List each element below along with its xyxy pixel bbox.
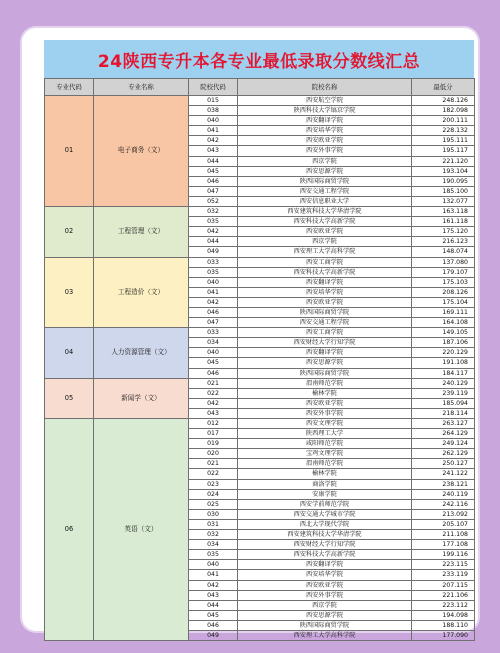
school-code-cell: 040: [189, 277, 238, 287]
school-name-cell: 西安培华学院: [238, 126, 412, 136]
school-code-cell: 031: [189, 519, 238, 529]
school-name-cell: 西安建筑科技大学华清学院: [238, 207, 412, 217]
min-score-cell: 148.074: [412, 247, 475, 257]
school-code-cell: 034: [189, 338, 238, 348]
school-name-cell: 陕西国际商贸学院: [238, 176, 412, 186]
school-code-cell: 046: [189, 620, 238, 630]
min-score-cell: 213.092: [412, 509, 475, 519]
min-score-cell: 238.121: [412, 479, 475, 489]
min-score-cell: 263.127: [412, 419, 475, 429]
min-score-cell: 248.126: [412, 96, 475, 106]
min-score-cell: 163.118: [412, 207, 475, 217]
min-score-cell: 194.098: [412, 610, 475, 620]
min-score-cell: 188.110: [412, 620, 475, 630]
school-code-cell: 041: [189, 287, 238, 297]
school-name-cell: 西安欧亚学院: [238, 297, 412, 307]
school-name-cell: 西安翻译学院: [238, 560, 412, 570]
header-major-code: 专业代码: [45, 79, 94, 96]
min-score-cell: 262.129: [412, 449, 475, 459]
school-code-cell: 043: [189, 408, 238, 418]
min-score-cell: 207.115: [412, 580, 475, 590]
min-score-cell: 175.103: [412, 277, 475, 287]
school-code-cell: 044: [189, 156, 238, 166]
min-score-cell: 137.080: [412, 257, 475, 267]
table-row: [45, 419, 475, 429]
min-score-cell: 241.122: [412, 469, 475, 479]
min-score-cell: 200.111: [412, 116, 475, 126]
school-name-cell: 西安外事学院: [238, 590, 412, 600]
school-code-cell: 022: [189, 469, 238, 479]
school-name-cell: 西安外事学院: [238, 146, 412, 156]
min-score-cell: 239.119: [412, 388, 475, 398]
min-score-cell: 161.118: [412, 217, 475, 227]
school-code-cell: 040: [189, 116, 238, 126]
school-code-cell: 021: [189, 459, 238, 469]
school-name-cell: 西安理工大学高科学院: [238, 630, 412, 640]
min-score-cell: 175.120: [412, 227, 475, 237]
school-code-cell: 024: [189, 489, 238, 499]
school-code-cell: 035: [189, 550, 238, 560]
school-code-cell: 021: [189, 378, 238, 388]
major-code-cell: 04: [45, 328, 94, 378]
school-code-cell: 033: [189, 328, 238, 338]
school-code-cell: 042: [189, 580, 238, 590]
school-code-cell: 052: [189, 196, 238, 206]
min-score-cell: 187.106: [412, 338, 475, 348]
school-code-cell: 041: [189, 126, 238, 136]
school-code-cell: 030: [189, 509, 238, 519]
school-code-cell: 023: [189, 479, 238, 489]
school-code-cell: 045: [189, 358, 238, 368]
school-name-cell: 西安科技大学高新学院: [238, 267, 412, 277]
table-header-row: [45, 79, 475, 96]
table-row: [45, 96, 475, 106]
school-code-cell: 049: [189, 630, 238, 640]
school-name-cell: 西北大学现代学院: [238, 519, 412, 529]
school-name-cell: 西安思源学院: [238, 358, 412, 368]
major-name-cell: 工程造价（文）: [94, 257, 189, 328]
min-score-cell: 223.112: [412, 600, 475, 610]
table-body: [45, 96, 475, 641]
header-min-score: 最低分: [412, 79, 475, 96]
school-name-cell: 西安培华学院: [238, 287, 412, 297]
school-name-cell: 西安信息职业大学: [238, 196, 412, 206]
min-score-cell: 199.116: [412, 550, 475, 560]
school-name-cell: 西安航空学院: [238, 96, 412, 106]
min-score-cell: 240.119: [412, 489, 475, 499]
min-score-cell: 193.104: [412, 166, 475, 176]
min-score-cell: 164.108: [412, 318, 475, 328]
school-name-cell: 渭南师范学院: [238, 459, 412, 469]
school-code-cell: 019: [189, 439, 238, 449]
school-name-cell: 西京学院: [238, 237, 412, 247]
min-score-cell: 218.114: [412, 408, 475, 418]
major-name-cell: 电子商务（文）: [94, 96, 189, 207]
school-code-cell: 044: [189, 600, 238, 610]
school-code-cell: 022: [189, 388, 238, 398]
school-code-cell: 049: [189, 247, 238, 257]
min-score-cell: 221.106: [412, 590, 475, 600]
min-score-cell: 228.132: [412, 126, 475, 136]
school-name-cell: 西安财经大学行知学院: [238, 540, 412, 550]
min-score-cell: 175.104: [412, 297, 475, 307]
major-code-cell: 03: [45, 257, 94, 328]
table-row: [45, 378, 475, 388]
min-score-cell: 216.123: [412, 237, 475, 247]
min-score-cell: 220.129: [412, 348, 475, 358]
school-code-cell: 043: [189, 590, 238, 600]
school-code-cell: 032: [189, 530, 238, 540]
school-code-cell: 038: [189, 106, 238, 116]
min-score-cell: 205.107: [412, 519, 475, 529]
school-name-cell: 西安建筑科技大学华清学院: [238, 530, 412, 540]
min-score-cell: 195.111: [412, 136, 475, 146]
school-code-cell: 033: [189, 257, 238, 267]
min-score-cell: 184.117: [412, 368, 475, 378]
school-name-cell: 西安财经大学行知学院: [238, 338, 412, 348]
school-name-cell: 西安欧亚学院: [238, 398, 412, 408]
min-score-cell: 182.098: [412, 106, 475, 116]
school-code-cell: 042: [189, 227, 238, 237]
min-score-cell: 191.108: [412, 358, 475, 368]
school-code-cell: 012: [189, 419, 238, 429]
major-code-cell: 06: [45, 419, 94, 641]
school-name-cell: 咸阳师范学院: [238, 439, 412, 449]
school-name-cell: 西安科技大学高新学院: [238, 217, 412, 227]
school-name-cell: 榆林学院: [238, 469, 412, 479]
school-name-cell: 西安培华学院: [238, 570, 412, 580]
major-name-cell: 新闻学（文）: [94, 378, 189, 418]
school-name-cell: 西安翻译学院: [238, 116, 412, 126]
major-code-cell: 02: [45, 207, 94, 257]
school-code-cell: 043: [189, 146, 238, 156]
school-code-cell: 047: [189, 186, 238, 196]
school-name-cell: 陕西理工大学: [238, 429, 412, 439]
school-code-cell: 020: [189, 449, 238, 459]
min-score-cell: 208.126: [412, 287, 475, 297]
school-name-cell: 西安交通大学城市学院: [238, 509, 412, 519]
school-name-cell: 西安思源学院: [238, 166, 412, 176]
min-score-cell: 177.108: [412, 540, 475, 550]
min-score-cell: 249.124: [412, 439, 475, 449]
school-name-cell: 西安工商学院: [238, 257, 412, 267]
school-name-cell: 宝鸡文理学院: [238, 449, 412, 459]
school-name-cell: 西安欧亚学院: [238, 136, 412, 146]
min-score-cell: 242.116: [412, 499, 475, 509]
school-name-cell: 安康学院: [238, 489, 412, 499]
min-score-cell: 132.077: [412, 196, 475, 206]
school-name-cell: 西京学院: [238, 156, 412, 166]
major-name-cell: 工程管理（文）: [94, 207, 189, 257]
school-name-cell: 西安思源学院: [238, 610, 412, 620]
school-name-cell: 陕西国际商贸学院: [238, 620, 412, 630]
score-table: [44, 78, 475, 641]
min-score-cell: 195.117: [412, 146, 475, 156]
school-code-cell: 035: [189, 217, 238, 227]
school-name-cell: 渭南师范学院: [238, 378, 412, 388]
min-score-cell: 233.119: [412, 570, 475, 580]
school-code-cell: 025: [189, 499, 238, 509]
school-name-cell: 西安欧亚学院: [238, 580, 412, 590]
school-code-cell: 015: [189, 96, 238, 106]
school-name-cell: 陕西国际商贸学院: [238, 368, 412, 378]
school-code-cell: 046: [189, 176, 238, 186]
major-code-cell: 05: [45, 378, 94, 418]
school-code-cell: 042: [189, 136, 238, 146]
school-code-cell: 040: [189, 348, 238, 358]
table-row: [45, 328, 475, 338]
school-code-cell: 042: [189, 297, 238, 307]
major-code-cell: 01: [45, 96, 94, 207]
school-name-cell: 商洛学院: [238, 479, 412, 489]
min-score-cell: 250.127: [412, 459, 475, 469]
min-score-cell: 240.129: [412, 378, 475, 388]
school-code-cell: 034: [189, 540, 238, 550]
school-code-cell: 041: [189, 570, 238, 580]
major-name-cell: 英语（文）: [94, 419, 189, 641]
min-score-cell: 185.100: [412, 186, 475, 196]
school-code-cell: 046: [189, 307, 238, 317]
school-name-cell: 陕西国际商贸学院: [238, 307, 412, 317]
table-row: [45, 257, 475, 267]
header-school-name: 院校名称: [238, 79, 412, 96]
school-name-cell: 西安交通工程学院: [238, 318, 412, 328]
school-code-cell: 040: [189, 560, 238, 570]
school-name-cell: 西安欧亚学院: [238, 227, 412, 237]
school-code-cell: 035: [189, 267, 238, 277]
min-score-cell: 223.115: [412, 560, 475, 570]
min-score-cell: 185.094: [412, 398, 475, 408]
header-major-name: 专业名称: [94, 79, 189, 96]
min-score-cell: 149.105: [412, 328, 475, 338]
school-name-cell: 西安交通工程学院: [238, 186, 412, 196]
school-code-cell: 047: [189, 318, 238, 328]
school-name-cell: 西安科技大学高新学院: [238, 550, 412, 560]
school-name-cell: 陕西科技大学镐京学院: [238, 106, 412, 116]
table-row: [45, 207, 475, 217]
school-code-cell: 032: [189, 207, 238, 217]
page-title: 24陕西专升本各专业最低录取分数线汇总: [44, 40, 474, 78]
school-code-cell: 046: [189, 368, 238, 378]
school-code-cell: 017: [189, 429, 238, 439]
min-score-cell: 190.095: [412, 176, 475, 186]
school-name-cell: 西京学院: [238, 600, 412, 610]
min-score-cell: 177.090: [412, 630, 475, 640]
min-score-cell: 169.111: [412, 307, 475, 317]
min-score-cell: 264.129: [412, 429, 475, 439]
min-score-cell: 211.108: [412, 530, 475, 540]
min-score-cell: 179.107: [412, 267, 475, 277]
school-name-cell: 西安理工大学高科学院: [238, 247, 412, 257]
school-name-cell: 西安翻译学院: [238, 277, 412, 287]
school-name-cell: 西安工商学院: [238, 328, 412, 338]
min-score-cell: 221.120: [412, 156, 475, 166]
school-code-cell: 045: [189, 166, 238, 176]
school-code-cell: 042: [189, 398, 238, 408]
school-name-cell: 榆林学院: [238, 388, 412, 398]
major-name-cell: 人力资源管理（文）: [94, 328, 189, 378]
school-code-cell: 044: [189, 237, 238, 247]
school-name-cell: 西安翻译学院: [238, 348, 412, 358]
header-school-code: 院校代码: [189, 79, 238, 96]
school-code-cell: 045: [189, 610, 238, 620]
school-name-cell: 西安外事学院: [238, 408, 412, 418]
school-name-cell: 西安学前师范学院: [238, 499, 412, 509]
school-name-cell: 西安文理学院: [238, 419, 412, 429]
